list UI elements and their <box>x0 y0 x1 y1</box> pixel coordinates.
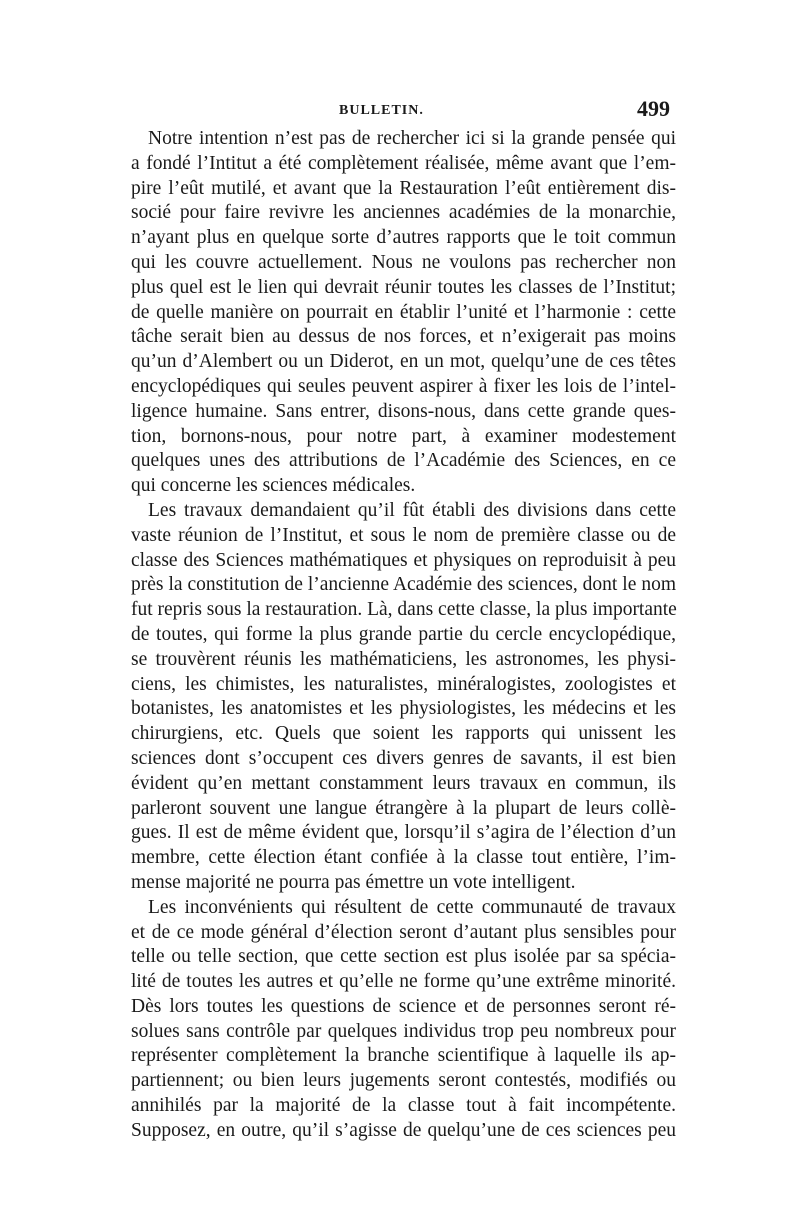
text-line: a fondé l’Intitut a été complètement réalisée, même avant que l’em- <box>131 152 676 174</box>
text-line: sciences dont s’occupent ces divers genres de savants, il est bien <box>131 747 676 769</box>
text-line: près la constitution de l’ancienne Académie des sciences, dont le nom <box>131 574 676 596</box>
text-line: tion, bornons-nous, pour notre part, à examiner modestement <box>131 425 676 447</box>
paragraph <box>131 499 676 896</box>
text-line: parleront souvent une langue étrangère à la plupart de leurs collè- <box>131 797 676 819</box>
paragraph <box>131 127 676 499</box>
text-line: partiennent; ou bien leurs jugements seront contestés, modifiés ou <box>131 1070 676 1092</box>
text-line: pire l’eût mutilé, et avant que la Restauration l’eût entièrement dis- <box>131 177 676 199</box>
text-line: telle ou telle section, que cette section est plus isolée par sa spécia- <box>131 946 676 968</box>
text-line: plus quel est le lien qui devrait réunir toutes les classes de l’Institut; <box>131 276 676 298</box>
text-line: et de ce mode général d’élection seront d’autant plus sensibles pour <box>131 921 676 943</box>
text-line: encyclopédiques qui seules peuvent aspirer à fixer les lois de l’intel- <box>131 375 676 397</box>
text-line: annihilés par la majorité de la classe tout à fait incompétente. <box>131 1095 676 1117</box>
text-line: quelques unes des attributions de l’Académie des Sciences, en ce <box>131 450 676 472</box>
text-line: représenter complètement la branche scientifique à laquelle ils ap- <box>131 1045 676 1067</box>
text-line: qui les couvre actuellement. Nous ne voulons pas rechercher non <box>131 251 676 273</box>
text-line: solues sans contrôle par quelques individus trop peu nombreux pour <box>131 1020 676 1042</box>
text-line: gues. Il est de même évident que, lorsqu’il s’agira de l’élection d’un <box>131 822 676 844</box>
text-line: classe des Sciences mathématiques et physiques on reproduisit à peu <box>131 549 676 571</box>
text-line: ligence humaine. Sans entrer, disons-nous, dans cette grande ques- <box>131 400 676 422</box>
text-line: botanistes, les anatomistes et les physiologistes, les médecins et les <box>131 698 676 720</box>
text-line: n’ayant plus en quelque sorte d’autres rapports que le toit commun <box>131 227 676 249</box>
text-line: Dès lors toutes les questions de science et de personnes seront ré- <box>131 995 676 1017</box>
text-line: mense majorité ne pourra pas émettre un vote intelligent. <box>131 871 576 893</box>
page-number: 499 <box>637 96 670 121</box>
text-line: socié pour faire revivre les anciennes académies de la monarchie, <box>131 202 676 224</box>
running-head <box>133 96 673 126</box>
text-line: évident qu’en mettant constamment leurs travaux en commun, ils <box>131 772 676 794</box>
text-line: vaste réunion de l’Institut, et sous le nom de première classe ou de <box>131 524 676 546</box>
text-line: tâche serait bien au dessus de nos forces, et n’exigerait pas moins <box>131 326 676 348</box>
text-line: ciens, les chimistes, les naturalistes, minéralogistes, zoologistes et <box>131 673 676 695</box>
text-line: qui concerne les sciences médicales. <box>131 475 416 497</box>
text-line: de quelle manière on pourrait en établir l’unité et l’harmonie : cette <box>131 301 676 323</box>
text-line: qu’un d’Alembert ou un Diderot, en un mot, quelqu’une de ces têtes <box>131 351 676 373</box>
text-line: Les inconvénients qui résultent de cette communauté de travaux <box>148 896 676 918</box>
header-title: BULLETIN. <box>339 103 424 118</box>
text-line: de toutes, qui forme la plus grande partie du cercle encyclopédique, <box>131 623 676 645</box>
text-line: Les travaux demandaient qu’il fût établi des divisions dans cette <box>148 499 676 521</box>
text-line: membre, cette élection étant confiée à la classe tout entière, l’im- <box>131 847 676 869</box>
text-line: chirurgiens, etc. Quels que soient les rapports qui unissent les <box>131 723 676 745</box>
text-line: lité de toutes les autres et qu’elle ne forme qu’une extrême minorité. <box>131 971 676 993</box>
text-line: Notre intention n’est pas de rechercher ici si la grande pensée qui <box>148 128 676 149</box>
text-line: fut repris sous la restauration. Là, dans cette classe, la plus importante <box>131 599 677 621</box>
paragraph <box>131 896 676 1144</box>
body-text <box>131 127 676 1144</box>
text-line: se trouvèrent réunis les mathématiciens, les astronomes, les physi- <box>131 648 676 670</box>
text-line: Supposez, en outre, qu’il s’agisse de quelqu’une de ces sciences peu <box>131 1119 676 1141</box>
